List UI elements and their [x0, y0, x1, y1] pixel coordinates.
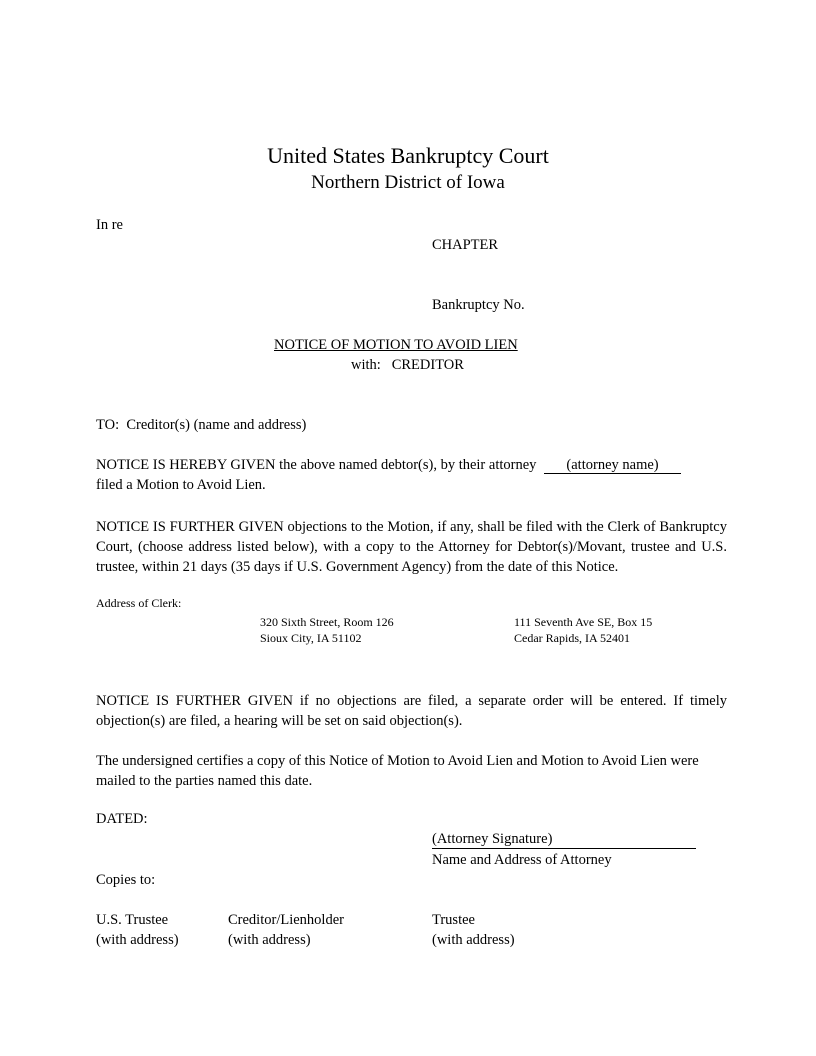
copy-recipient-name: U.S. Trustee	[96, 912, 169, 928]
notice-title: NOTICE OF MOTION TO AVOID LIEN	[274, 337, 518, 353]
copy-recipient-detail: (with address)	[228, 932, 311, 948]
objection-paragraph: NOTICE IS FURTHER GIVEN objections to the Motion, if any, shall be filed with the Clerk of Bankruptcy Court, (choose address listed below), with a copy to the Attorney for Debtor(s)/Movant, trustee and U.S. trustee, within 21 days (35 days if U.S. Government Agency) from the date of this Notice.	[96, 519, 727, 575]
para1-line1	[96, 457, 681, 474]
copy-recipient-detail: (with address)	[432, 932, 515, 948]
para1-line2: filed a Motion to Avoid Lien.	[96, 477, 266, 493]
no-objection-paragraph: NOTICE IS FURTHER GIVEN if no objections are filed, a separate order will be entered. If timely objection(s) are filed, a hearing will be set on said objection(s).	[96, 693, 727, 729]
para1-text-before: NOTICE IS HEREBY GIVEN the above named debtor(s), by their attorney	[96, 457, 537, 473]
in-re-label: In re	[96, 217, 123, 233]
attorney-name-blank: (attorney name)	[544, 457, 681, 474]
copy-recipient-detail: (with address)	[96, 932, 179, 948]
clerk-label: Address of Clerk:	[96, 596, 182, 610]
signature-line: (Attorney Signature)	[432, 831, 696, 849]
bankruptcy-no-label: Bankruptcy No.	[432, 297, 525, 313]
clerk-address1-line2: Sioux City, IA 51102	[260, 631, 362, 645]
copy-recipient-name: Trustee	[432, 912, 475, 928]
clerk-address2-line2: Cedar Rapids, IA 52401	[514, 631, 630, 645]
with-line	[351, 357, 464, 374]
chapter-label: CHAPTER	[432, 237, 499, 253]
copy-recipient-name: Creditor/Lienholder	[228, 912, 344, 928]
court-title: United States Bankruptcy Court	[267, 143, 549, 168]
copies-label: Copies to:	[96, 872, 156, 888]
dated-label: DATED:	[96, 811, 148, 827]
to-line: TO: Creditor(s) (name and address)	[96, 417, 307, 433]
clerk-address1-line1: 320 Sixth Street, Room 126	[260, 615, 394, 629]
with-label: with:	[351, 357, 381, 373]
certification-paragraph: The undersigned certifies a copy of this Notice of Motion to Avoid Lien and Motion to Avoid Lien were mailed to the parties named this date.	[96, 753, 699, 789]
clerk-address2-line1: 111 Seventh Ave SE, Box 15	[514, 615, 653, 629]
district-subtitle: Northern District of Iowa	[311, 172, 505, 193]
with-value: CREDITOR	[391, 357, 464, 373]
attorney-name-address: Name and Address of Attorney	[432, 852, 612, 868]
